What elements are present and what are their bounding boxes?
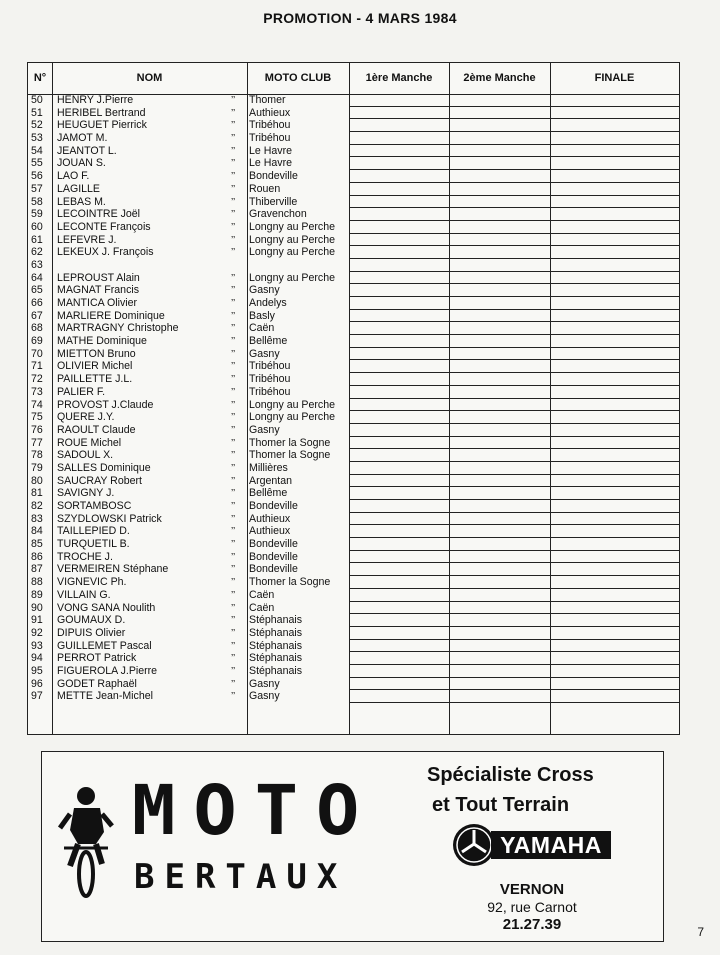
rider-number: 55 bbox=[31, 157, 43, 170]
table-row bbox=[28, 335, 679, 348]
rider-name: TURQUETIL B. bbox=[57, 538, 130, 551]
rider-club: Tribéhou bbox=[249, 132, 291, 145]
header-nom: NOM bbox=[136, 72, 163, 84]
row-rule bbox=[349, 702, 679, 703]
ditto-mark: ’’ bbox=[231, 310, 236, 322]
specialty-line-2: et Tout Terrain bbox=[432, 794, 570, 816]
specialty-line-1: Spécialiste Cross bbox=[427, 764, 594, 786]
rider-number: 67 bbox=[31, 309, 43, 322]
rider-club: Longny au Perche bbox=[249, 411, 335, 424]
rider-name: VERMEIREN Stéphane bbox=[57, 563, 169, 576]
rider-name: SADOUL X. bbox=[57, 449, 114, 462]
table-row bbox=[28, 678, 679, 691]
rider-number: 84 bbox=[31, 525, 43, 538]
ditto-mark: ’’ bbox=[231, 95, 236, 106]
rider-name: GOUMAUX D. bbox=[57, 614, 126, 627]
ditto-mark: ’’ bbox=[231, 209, 236, 221]
rider-club: Thomer la Sogne bbox=[249, 436, 331, 449]
rider-name: QUERE J.Y. bbox=[57, 411, 115, 424]
rider-name: ROUE Michel bbox=[57, 436, 122, 449]
ditto-mark: ’’ bbox=[231, 424, 236, 436]
ditto-mark: ’’ bbox=[231, 539, 236, 551]
rider-club: Longny au Perche bbox=[249, 220, 335, 233]
table-row bbox=[28, 500, 679, 513]
advertisement bbox=[41, 751, 664, 942]
ditto-mark: ’’ bbox=[231, 107, 236, 119]
rider-number: 53 bbox=[31, 132, 43, 145]
rider-club: Tribéhou bbox=[249, 385, 291, 398]
motocross-rider-icon bbox=[56, 784, 116, 899]
rider-number: 73 bbox=[31, 385, 43, 398]
ditto-mark: ’’ bbox=[231, 145, 236, 157]
brand-bertaux: BERTAUX bbox=[134, 857, 348, 897]
table-row bbox=[28, 551, 679, 564]
rider-number: 81 bbox=[31, 487, 43, 500]
table-row bbox=[28, 348, 679, 361]
rider-club: Authieux bbox=[249, 106, 291, 119]
rider-club: Basly bbox=[249, 309, 275, 322]
table-row bbox=[28, 297, 679, 310]
rider-name: RAOULT Claude bbox=[57, 423, 136, 436]
rider-name: LAO F. bbox=[57, 170, 90, 183]
page-number: 7 bbox=[697, 925, 704, 939]
rider-name: TROCHE J. bbox=[57, 550, 113, 563]
ditto-mark: ’’ bbox=[231, 462, 236, 474]
table-row bbox=[28, 132, 679, 145]
rider-number: 65 bbox=[31, 284, 43, 297]
rider-number: 72 bbox=[31, 373, 43, 386]
ditto-mark: ’’ bbox=[231, 183, 236, 195]
table-row bbox=[28, 386, 679, 399]
rider-club: Bondeville bbox=[249, 550, 298, 563]
table-row bbox=[28, 614, 679, 627]
rider-club: Bondeville bbox=[249, 170, 298, 183]
rider-name: FIGUEROLA J.Pierre bbox=[57, 664, 158, 677]
rider-name: VILLAIN G. bbox=[57, 588, 111, 601]
rider-name: LECOINTRE Joël bbox=[57, 208, 141, 221]
rider-number: 93 bbox=[31, 639, 43, 652]
rider-club: Thomer la Sogne bbox=[249, 576, 331, 589]
rider-name: LEPROUST Alain bbox=[57, 271, 140, 284]
rider-club: Gasny bbox=[249, 347, 280, 360]
ditto-mark: ’’ bbox=[231, 386, 236, 398]
rider-club: Stéphanais bbox=[249, 614, 303, 627]
ditto-mark: ’’ bbox=[231, 196, 236, 208]
ditto-mark: ’’ bbox=[231, 577, 236, 589]
rider-club: Authieux bbox=[249, 512, 291, 525]
ditto-mark: ’’ bbox=[231, 526, 236, 538]
rider-club: Bondeville bbox=[249, 500, 298, 512]
rider-name: HERIBEL Bertrand bbox=[57, 106, 146, 119]
rider-name: LAGILLE bbox=[57, 182, 100, 195]
rider-number: 78 bbox=[31, 449, 43, 462]
rider-number: 60 bbox=[31, 220, 43, 233]
table-row bbox=[28, 525, 679, 538]
rider-club: Gasny bbox=[249, 423, 280, 436]
table-row bbox=[28, 513, 679, 526]
yamaha-logo bbox=[451, 822, 611, 868]
ditto-mark: ’’ bbox=[231, 361, 236, 373]
table-row bbox=[28, 602, 679, 615]
ditto-mark: ’’ bbox=[231, 501, 236, 512]
table-row bbox=[28, 107, 679, 120]
rider-name: MARTRAGNY Christophe bbox=[57, 322, 179, 335]
rider-club: Stéphanais bbox=[249, 626, 303, 639]
table-row bbox=[28, 690, 679, 703]
table-row bbox=[28, 399, 679, 412]
rider-number: 79 bbox=[31, 461, 43, 474]
rider-name: MAGNAT Francis bbox=[57, 284, 140, 297]
ditto-mark: ’’ bbox=[231, 640, 236, 652]
rider-name: SAVIGNY J. bbox=[57, 487, 115, 500]
table-row bbox=[28, 424, 679, 437]
table-row bbox=[28, 475, 679, 488]
rider-number: 96 bbox=[31, 677, 43, 690]
rider-name: TAILLEPIED D. bbox=[57, 525, 130, 538]
rider-club: Longny au Perche bbox=[249, 246, 335, 259]
header-finale: FINALE bbox=[594, 72, 635, 84]
header-club: MOTO CLUB bbox=[264, 72, 332, 84]
ditto-mark: ’’ bbox=[231, 221, 236, 233]
rider-name: SAUCRAY Robert bbox=[57, 474, 142, 487]
rider-number: 57 bbox=[31, 182, 43, 195]
ditto-mark: ’’ bbox=[231, 412, 236, 424]
rider-name: SALLES Dominique bbox=[57, 461, 151, 474]
rider-number: 89 bbox=[31, 588, 43, 601]
rider-name: MATHE Dominique bbox=[57, 335, 147, 348]
rider-number: 71 bbox=[31, 360, 43, 373]
table-row bbox=[28, 563, 679, 576]
yamaha-wordmark: YAMAHA bbox=[491, 831, 611, 859]
rider-number: 90 bbox=[31, 601, 43, 614]
rider-number: 88 bbox=[31, 576, 43, 589]
rider-club: Le Havre bbox=[249, 157, 292, 170]
brand-moto: MOTO bbox=[132, 770, 378, 851]
rider-club: Tribéhou bbox=[249, 119, 291, 132]
rider-name: VIGNEVIC Ph. bbox=[57, 576, 127, 589]
rider-name: METTE Jean-Michel bbox=[57, 690, 153, 703]
ditto-mark: ’’ bbox=[231, 247, 236, 259]
rider-name: MARLIERE Dominique bbox=[57, 309, 165, 322]
rider-number: 80 bbox=[31, 474, 43, 487]
ditto-mark: ’’ bbox=[231, 589, 236, 601]
table-row bbox=[28, 322, 679, 335]
rider-number: 94 bbox=[31, 652, 43, 665]
rider-club: Bellême bbox=[249, 487, 288, 500]
ditto-mark: ’’ bbox=[231, 323, 236, 335]
rider-club: Stéphanais bbox=[249, 664, 303, 677]
ad-phone: 21.27.39 bbox=[502, 916, 562, 933]
ditto-mark: ’’ bbox=[231, 298, 236, 309]
rider-number: 92 bbox=[31, 626, 43, 639]
ditto-mark: ’’ bbox=[231, 234, 236, 246]
ditto-mark: ’’ bbox=[231, 272, 236, 284]
table-row bbox=[28, 462, 679, 475]
ditto-mark: ’’ bbox=[231, 602, 236, 614]
ditto-mark: ’’ bbox=[231, 488, 236, 500]
header-manche-2: 2ème Manche bbox=[463, 72, 536, 84]
table-row bbox=[28, 246, 679, 259]
table-row bbox=[28, 183, 679, 196]
rider-club: Bondeville bbox=[249, 563, 298, 576]
table-row bbox=[28, 665, 679, 678]
rider-name: LEFEVRE J. bbox=[57, 233, 117, 246]
ditto-mark: ’’ bbox=[231, 691, 236, 703]
table-row bbox=[28, 196, 679, 209]
rider-name: MIETTON Bruno bbox=[57, 347, 136, 360]
rider-club: Thomer la Sogne bbox=[249, 449, 331, 462]
rider-name: PAILLETTE J.L. bbox=[57, 373, 133, 386]
rider-club: Caën bbox=[249, 601, 275, 614]
rider-number: 82 bbox=[31, 500, 43, 512]
rider-number: 62 bbox=[31, 246, 43, 259]
rider-club: Tribéhou bbox=[249, 373, 291, 386]
rider-number: 50 bbox=[31, 94, 43, 106]
ditto-mark: ’’ bbox=[231, 437, 236, 449]
table-row bbox=[28, 576, 679, 589]
rider-number: 52 bbox=[31, 119, 43, 132]
header-manche-1: 1ère Manche bbox=[365, 72, 433, 84]
rider-name: LEBAS M. bbox=[57, 195, 106, 208]
rider-club: Longny au Perche bbox=[249, 271, 335, 284]
rider-name: OLIVIER Michel bbox=[57, 360, 133, 373]
table-row bbox=[28, 234, 679, 247]
rider-number: 91 bbox=[31, 614, 43, 627]
table-row bbox=[28, 538, 679, 551]
rider-club: Gravenchon bbox=[249, 208, 307, 221]
rider-name: HENRY J.Pierre bbox=[57, 94, 134, 106]
rider-club: Thiberville bbox=[249, 195, 298, 208]
rider-club: Rouen bbox=[249, 182, 281, 195]
rider-club: Gasny bbox=[249, 284, 280, 297]
rider-club: Stéphanais bbox=[249, 639, 303, 652]
table-row bbox=[28, 259, 679, 272]
rider-number: 68 bbox=[31, 322, 43, 335]
table-row bbox=[28, 640, 679, 653]
rider-club: Authieux bbox=[249, 525, 291, 538]
table-row bbox=[28, 272, 679, 285]
table-row bbox=[28, 487, 679, 500]
ditto-mark: ’’ bbox=[231, 336, 236, 348]
rider-name: MANTICA Olivier bbox=[57, 297, 138, 309]
ditto-mark: ’’ bbox=[231, 158, 236, 170]
rider-name: SZYDLOWSKI Patrick bbox=[57, 512, 162, 525]
rider-name: PERROT Patrick bbox=[57, 652, 137, 665]
table-row bbox=[28, 145, 679, 158]
rider-number: 56 bbox=[31, 170, 43, 183]
rider-name: VONG SANA Noulith bbox=[57, 601, 156, 614]
rider-number: 85 bbox=[31, 538, 43, 551]
rider-club: Bondeville bbox=[249, 538, 298, 551]
table-row bbox=[28, 157, 679, 170]
rider-club: Longny au Perche bbox=[249, 233, 335, 246]
rider-number: 70 bbox=[31, 347, 43, 360]
rider-club: Tribéhou bbox=[249, 360, 291, 373]
table-row bbox=[28, 627, 679, 640]
rider-number: 59 bbox=[31, 208, 43, 221]
rider-number: 76 bbox=[31, 423, 43, 436]
rider-number: 75 bbox=[31, 411, 43, 424]
ditto-mark: ’’ bbox=[231, 665, 236, 677]
ditto-mark: ’’ bbox=[231, 551, 236, 563]
rider-number: 61 bbox=[31, 233, 43, 246]
table-row bbox=[28, 170, 679, 183]
rider-number: 95 bbox=[31, 664, 43, 677]
table-row bbox=[28, 208, 679, 221]
table-row bbox=[28, 310, 679, 323]
rider-number: 83 bbox=[31, 512, 43, 525]
rider-club: Caën bbox=[249, 322, 275, 335]
rider-club: Stéphanais bbox=[249, 652, 303, 665]
rider-name: GODET Raphaël bbox=[57, 677, 137, 690]
rider-number: 87 bbox=[31, 563, 43, 576]
ditto-mark: ’’ bbox=[231, 348, 236, 360]
rider-name: GUILLEMET Pascal bbox=[57, 639, 152, 652]
ditto-mark: ’’ bbox=[231, 171, 236, 183]
ditto-mark: ’’ bbox=[231, 399, 236, 411]
rider-number: 74 bbox=[31, 398, 43, 411]
table-row bbox=[28, 437, 679, 450]
ditto-mark: ’’ bbox=[231, 678, 236, 690]
rider-name: HEUGUET Pierrick bbox=[57, 119, 147, 132]
header-num: N° bbox=[33, 72, 47, 84]
page-title: PROMOTION - 4 MARS 1984 bbox=[263, 10, 457, 26]
ad-street: 92, rue Carnot bbox=[487, 899, 577, 915]
ditto-mark: ’’ bbox=[231, 564, 236, 576]
ditto-mark: ’’ bbox=[231, 513, 236, 525]
rider-club: Thomer bbox=[249, 94, 286, 106]
table-row bbox=[28, 119, 679, 132]
rider-number: 58 bbox=[31, 195, 43, 208]
table-header bbox=[28, 63, 679, 95]
ditto-mark: ’’ bbox=[231, 374, 236, 386]
rider-club: Longny au Perche bbox=[249, 398, 335, 411]
ditto-mark: ’’ bbox=[231, 615, 236, 627]
rider-name: LEKEUX J. François bbox=[57, 246, 154, 259]
rider-name: DIPUIS Olivier bbox=[57, 626, 126, 639]
rider-club: Caën bbox=[249, 588, 275, 601]
rider-club: Andelys bbox=[249, 297, 287, 309]
rider-number: 54 bbox=[31, 144, 43, 157]
table-row bbox=[28, 360, 679, 373]
ditto-mark: ’’ bbox=[231, 120, 236, 132]
rider-name: JEANTOT L. bbox=[57, 144, 117, 157]
rider-club: Bellême bbox=[249, 335, 288, 348]
rider-number: 51 bbox=[31, 106, 43, 119]
ad-city: VERNON bbox=[499, 881, 565, 898]
rider-number: 66 bbox=[31, 297, 43, 309]
rider-number: 63 bbox=[31, 258, 43, 271]
results-table bbox=[27, 62, 680, 735]
table-body bbox=[28, 94, 679, 703]
table-row bbox=[28, 411, 679, 424]
rider-name: JAMOT M. bbox=[57, 132, 108, 145]
table-row bbox=[28, 652, 679, 665]
rider-number: 97 bbox=[31, 690, 43, 703]
table-row bbox=[28, 589, 679, 602]
rider-name: JOUAN S. bbox=[57, 157, 106, 170]
rider-club: Le Havre bbox=[249, 144, 292, 157]
ditto-mark: ’’ bbox=[231, 475, 236, 487]
ditto-mark: ’’ bbox=[231, 653, 236, 665]
rider-club: Argentan bbox=[249, 474, 292, 487]
rider-number: 77 bbox=[31, 436, 43, 449]
table-row bbox=[28, 221, 679, 234]
rider-number: 64 bbox=[31, 271, 43, 284]
rider-name: SORTAMBOSC bbox=[57, 500, 132, 512]
rider-name: PALIER F. bbox=[57, 385, 106, 398]
table-row bbox=[28, 94, 679, 107]
rider-number: 69 bbox=[31, 335, 43, 348]
rider-name: LECONTE François bbox=[57, 220, 151, 233]
ditto-mark: ’’ bbox=[231, 627, 236, 639]
rider-club: Millières bbox=[249, 461, 288, 474]
ditto-mark: ’’ bbox=[231, 285, 236, 297]
rider-number: 86 bbox=[31, 550, 43, 563]
rider-name: PROVOST J.Claude bbox=[57, 398, 154, 411]
rider-club: Gasny bbox=[249, 677, 280, 690]
table-row bbox=[28, 373, 679, 386]
rider-club: Gasny bbox=[249, 690, 280, 703]
ditto-mark: ’’ bbox=[231, 450, 236, 462]
table-row bbox=[28, 284, 679, 297]
ditto-mark: ’’ bbox=[231, 133, 236, 145]
table-row bbox=[28, 449, 679, 462]
